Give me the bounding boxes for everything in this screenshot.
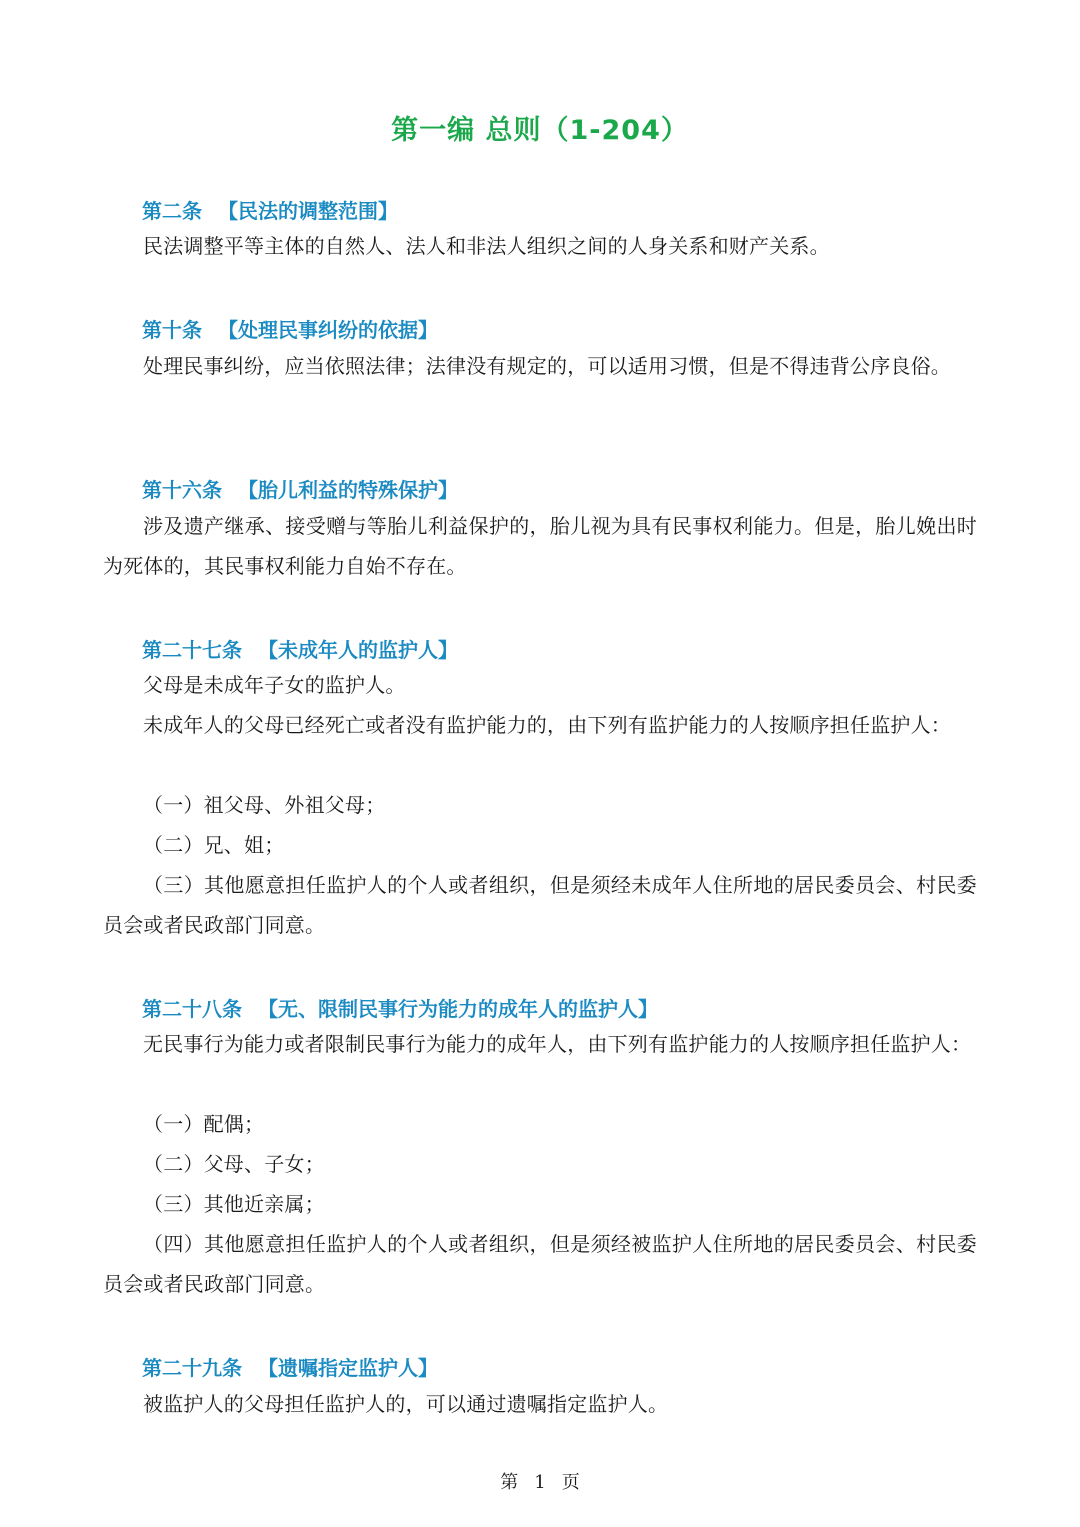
article-heading: [142, 1352, 438, 1381]
article-topic: 【遗嘱指定监护人】: [258, 1356, 438, 1380]
article-topic: 【无、限制民事行为能力的成年人的监护人】: [258, 997, 658, 1021]
part-title: 第一编 总则（1-204）: [391, 115, 689, 146]
article-paragraph: 涉及遗产继承、接受赠与等胎儿利益保护的，胎儿视为具有民事权利能力。但是，胎儿娩出时为死体的，其民事权利能力自始不存在。: [103, 514, 977, 578]
list-item: （三）其他近亲属；: [143, 1192, 325, 1216]
list-item: （二）父母、子女；: [143, 1152, 325, 1176]
article-topic: 【未成年人的监护人】: [258, 638, 458, 662]
page-prefix: 第: [500, 1472, 519, 1493]
article-paragraph: 被监护人的父母担任监护人的，可以通过遗嘱指定监护人。: [143, 1392, 669, 1416]
list-item: （二）兄、姐；: [143, 833, 285, 857]
page-number-value: 1: [534, 1472, 546, 1493]
article-heading: [142, 634, 458, 663]
article-heading: [142, 993, 658, 1022]
article-paragraph: 无民事行为能力或者限制民事行为能力的成年人，由下列有监护能力的人按顺序担任监护人：: [143, 1032, 972, 1056]
article-heading: [142, 195, 398, 224]
article-heading: [142, 314, 438, 343]
article-paragraph: 民法调整平等主体的自然人、法人和非法人组织之间的人身关系和财产关系。: [143, 234, 830, 258]
article-number: 第十六条: [142, 478, 222, 502]
list-item: （四）其他愿意担任监护人的个人或者组织，但是须经被监护人住所地的居民委员会、村民委员会或者民政部门同意。: [103, 1232, 977, 1296]
article-topic: 【胎儿利益的特殊保护】: [238, 478, 458, 502]
list-item: （一）配偶；: [143, 1112, 265, 1136]
article-paragraph: 未成年人的父母已经死亡或者没有监护能力的，由下列有监护能力的人按顺序担任监护人：: [143, 713, 951, 737]
article-topic: 【民法的调整范围】: [218, 199, 398, 223]
article-number: 第二十九条: [142, 1356, 242, 1380]
article-number: 第二十七条: [142, 638, 242, 662]
list-item: （一）祖父母、外祖父母；: [143, 793, 386, 817]
article-paragraph: 父母是未成年子女的监护人。: [143, 673, 406, 697]
list-item: （三）其他愿意担任监护人的个人或者组织，但是须经未成年人住所地的居民委员会、村民委员会或者民政部门同意。: [103, 873, 977, 937]
article-number: 第二十八条: [142, 997, 242, 1021]
page-number: [0, 1468, 1080, 1494]
page-suffix: 页: [561, 1472, 580, 1493]
article-heading: [142, 474, 458, 503]
article-paragraph: 处理民事纠纷，应当依照法律；法律没有规定的，可以适用习惯，但是不得违背公序良俗。: [143, 354, 951, 378]
article-number: 第二条: [142, 199, 202, 223]
article-topic: 【处理民事纠纷的依据】: [218, 318, 438, 342]
article-number: 第十条: [142, 318, 202, 342]
